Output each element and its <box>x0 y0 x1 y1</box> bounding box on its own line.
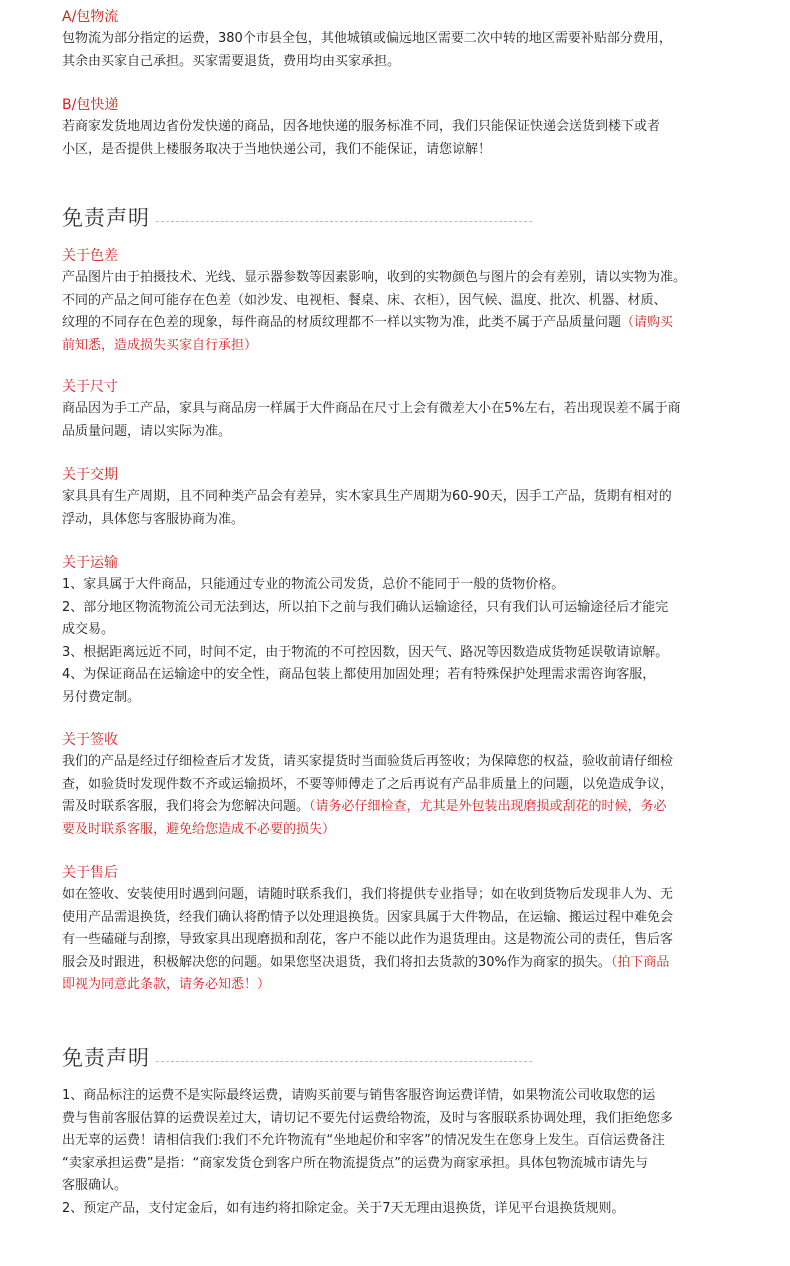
section-body <box>62 751 742 841</box>
delivery-time-section <box>62 464 742 531</box>
size-section <box>62 376 742 443</box>
text-line: “卖家承担运费”是指：“商家发货仓到客户所在物流提货点”的运费为商家承担。具体包物流城市请先与 <box>62 1155 648 1171</box>
disclaimer-title-text: 免责声明 <box>62 1046 150 1070</box>
text-line: 出无辜的运费！请相信我们:我们不允许物流有“坐地起价和宰客”的情况发生在您身上发生。百信运费备注 <box>62 1133 665 1148</box>
text-line: 不同的产品之间可能存在色差（如沙发、电视柜、餐桌、床、衣柜），因气候、温度、批次、机器、材质、 <box>62 292 667 308</box>
text-segment: 纹理的不同存在色差的现象，每件商品的材质纹理都不一样以实物为准，此类不属于产品质量问题 <box>62 315 622 330</box>
text-segment: 服会及时跟进，积极解决您的问题。如果您坚决退货，我们将扣去货款的30%作为商家的损失。 <box>62 954 611 970</box>
section-heading: B/包快递 <box>62 97 119 113</box>
logistics-section <box>62 6 742 73</box>
section-heading: 关于色差 <box>62 248 118 264</box>
text-line: 产品图片由于拍摄技术、光线、显示器参数等因素影响，收到的实物颜色与图片的会有差别，请以实物为准。 <box>62 270 687 285</box>
text-line: 包物流为部分指定的运费，380个市县全包，其他城镇或偏远地区需要二次中转的地区需要补贴部分费用， <box>62 31 672 46</box>
text-line: 费与售前客服估算的运费误差过大，请切记不要先付运费给物流，及时与客服联系协调处理，我们拒绝您多 <box>62 1110 674 1126</box>
after-sales-section <box>62 862 742 997</box>
section-body <box>62 1085 742 1220</box>
text-line: 客服确认。 <box>62 1178 128 1193</box>
title-divider <box>156 221 532 222</box>
warning-text: （请购买 <box>621 315 674 330</box>
section-body <box>62 116 742 161</box>
text-line: 家具具有生产周期，且不同种类产品会有差异，实木家具生产周期为60-90天，因手工产品，货期有相对的 <box>62 489 672 504</box>
section-heading: 关于运输 <box>62 555 118 571</box>
express-section <box>62 94 742 161</box>
section-heading: 关于尺寸 <box>62 379 118 395</box>
section-body <box>62 574 742 709</box>
section-body <box>62 486 742 531</box>
warning-line: 要及时联系客服，避免给您造成不必要的损失） <box>62 821 336 837</box>
text-line: 如在签收、安装使用时遇到问题，请随时联系我们，我们将提供专业指导；如在收到货物后发现非人为、无 <box>62 887 674 902</box>
text-line <box>62 312 742 335</box>
color-difference-section <box>62 245 742 357</box>
text-line <box>62 796 742 819</box>
text-line: 商品因为手工产品，家具与商品房一样属于大件商品在尺寸上会有微差大小在5%左右，若出现误差不属于商 <box>62 401 681 416</box>
section-heading: A/包物流 <box>62 9 119 25</box>
text-line: 成交易。 <box>62 622 115 637</box>
section-heading: 关于售后 <box>62 865 118 881</box>
text-line: 1、家具属于大件商品，只能通过专业的物流公司发货，总价不能同于一般的货物价格。 <box>62 577 565 592</box>
text-line: 查，如验货时发现件数不齐或运输损坏，不要等师傅走了之后再说有产品非质量上的问题，以免造成争议， <box>62 776 674 792</box>
warning-text: （请务必仔细检查，尤其是外包装出现磨损或刮花的时候，务必 <box>309 799 667 814</box>
text-line: 有一些磕碰与刮擦，导致家具出现磨损和刮花，客户不能以此作为退货理由。这是物流公司的责任，售后客 <box>62 932 674 947</box>
text-line: 3、根据距离远近不同，时间不定，由于物流的不可控因数，因天气、路况等因数造成货物延误敬请谅解。 <box>62 644 669 660</box>
text-line: 2、部分地区物流物流公司无法到达，所以拍下之前与我们确认运输途径，只有我们认可运输途径后才能完 <box>62 599 669 615</box>
title-divider <box>156 1061 532 1062</box>
text-line <box>62 952 742 975</box>
text-line: 小区，是否提供上楼服务取决于当地快递公司，我们不能保证，请您谅解！ <box>62 141 492 157</box>
text-line: 我们的产品是经过仔细检查后才发货，请买家提货时当面验货后再签收；为保障您的权益，验收前请仔细检 <box>62 754 674 769</box>
disclaimer-title <box>62 200 532 234</box>
section-heading: 关于交期 <box>62 467 118 483</box>
text-line: 1、商品标注的运费不是实际最终运费，请购买前要与销售客服咨询运费详情，如果物流公司收取您的运 <box>62 1088 656 1103</box>
transport-section <box>62 552 742 709</box>
section-body <box>62 884 742 997</box>
section-body <box>62 28 742 73</box>
section-heading: 关于签收 <box>62 732 118 748</box>
text-line: 2、预定产品，支付定金后，如有违约将扣除定金。关于7天无理由退换货，详见平台退换货规则。 <box>62 1200 625 1216</box>
text-line: 其余由买家自己承担。买家需要退货，费用均由买家承担。 <box>62 53 401 69</box>
text-line: 使用产品需退换货，经我们确认将酌情予以处理退换货。因家具属于大件物品，在运输、搬运过程中难免会 <box>62 909 674 925</box>
shipping-notes-section <box>62 1085 742 1220</box>
receipt-section <box>62 729 742 841</box>
disclaimer-title <box>62 1040 532 1074</box>
text-line: 品质量问题，请以实际为准。 <box>62 423 232 439</box>
section-body <box>62 267 742 357</box>
disclaimer-title-text: 免责声明 <box>62 206 150 230</box>
text-line: 若商家发货地周边省份发快递的商品，因各地快递的服务标准不同，我们只能保证快递会送货到楼下或者 <box>62 119 661 134</box>
text-line: 浮动，具体您与客服协商为准。 <box>62 511 245 527</box>
warning-line: 前知悉，造成损失买家自行承担） <box>62 337 258 353</box>
text-segment: 需及时联系客服，我们将会为您解决问题。 <box>62 799 310 814</box>
warning-text: （拍下商品 <box>610 954 670 970</box>
warning-line: 即视为同意此条款，请务必知悉！） <box>62 977 271 992</box>
text-line: 另付费定制。 <box>62 689 141 705</box>
section-body <box>62 398 742 443</box>
text-line: 4、为保证商品在运输途中的安全性，商品包装上都使用加固处理；若有特殊保护处理需求需咨询客服， <box>62 667 656 682</box>
